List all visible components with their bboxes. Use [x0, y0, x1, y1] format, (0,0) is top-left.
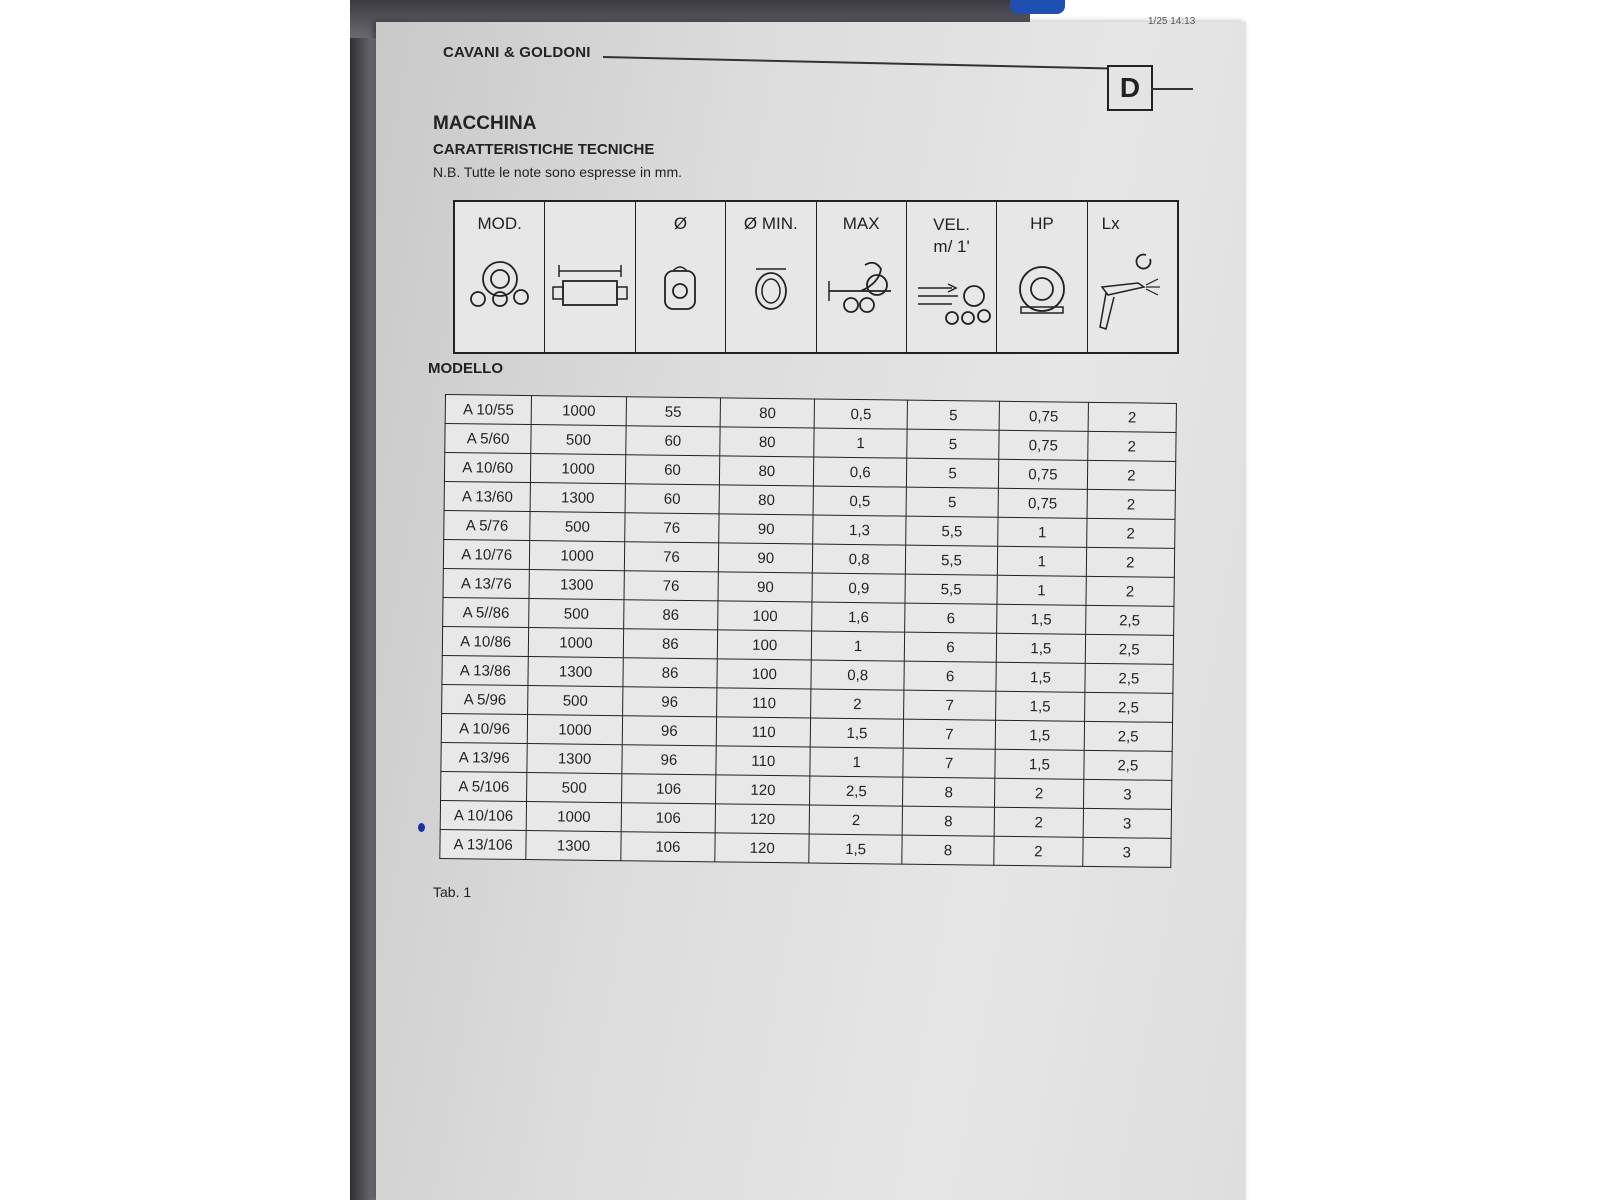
table-cell: A 10/60 [444, 453, 531, 483]
table-cell: A 5//86 [443, 597, 530, 627]
header-cell-hp [997, 202, 1087, 352]
table-cell: A 13/76 [443, 568, 530, 598]
table-cell: 1 [998, 546, 1087, 576]
min-diameter-icon [746, 257, 796, 317]
table-cell: 76 [624, 542, 719, 572]
spray-gun-icon [1092, 247, 1172, 337]
table-cell: A 5/60 [445, 424, 532, 454]
table-cell: 120 [715, 833, 810, 863]
table-cell: A 10/96 [441, 713, 528, 743]
max-bending-icon [821, 257, 901, 317]
table-cell: 1 [812, 631, 905, 661]
table-cell: 0,75 [999, 401, 1088, 431]
table-cell: 0,8 [811, 660, 904, 690]
header-label: Ø [673, 214, 688, 233]
background-binder [350, 0, 378, 1200]
table-cell: A 5/76 [444, 510, 531, 540]
page-subtitle: CARATTERISTICHE TECNICHE [433, 141, 655, 158]
table-cell: 86 [623, 629, 718, 659]
table-cell: 5 [907, 400, 1000, 430]
table-cell: A 5/106 [441, 771, 528, 801]
table-cell: 1,5 [995, 720, 1084, 750]
table-cell: 106 [621, 832, 716, 862]
table-cell: 106 [621, 774, 716, 804]
table-cell: 60 [625, 484, 720, 514]
table-cell: 86 [623, 600, 718, 630]
table-cell: 2 [1087, 489, 1176, 519]
table-cell: 1000 [528, 715, 623, 745]
header-cell-mod [455, 202, 545, 352]
table-cell: 1300 [526, 831, 621, 861]
table-cell: 2,5 [1084, 663, 1173, 693]
table-cell: 500 [530, 512, 625, 542]
table-cell: 6 [904, 661, 997, 691]
table-cell: 80 [720, 398, 815, 428]
table-cell: 110 [716, 717, 811, 747]
table-cell: 0,5 [814, 486, 907, 516]
table-cell: 1300 [529, 570, 624, 600]
table-cell: 0,9 [812, 573, 905, 603]
table-cell: 2,5 [1085, 605, 1174, 635]
table-cell: 80 [720, 456, 815, 486]
table-cell: 2,5 [1084, 721, 1173, 751]
table-cell: 2 [1088, 402, 1177, 432]
table-cell: 2 [810, 805, 903, 835]
section-letter: D [1107, 65, 1153, 111]
table-cell: 60 [625, 455, 720, 485]
table-cell: 6 [904, 632, 997, 662]
table-cell: 2,5 [810, 776, 903, 806]
table-cell: 8 [902, 777, 995, 807]
table-cell: 96 [622, 687, 717, 717]
table-cell: 1000 [529, 628, 624, 658]
pen-tip [1010, 0, 1065, 14]
table-cell: 5,5 [906, 516, 999, 546]
table-cell: 0,5 [815, 399, 908, 429]
table-cell: 7 [903, 748, 996, 778]
table-cell: 1000 [527, 802, 622, 832]
table-cell: 1000 [531, 454, 626, 484]
table-cell: 2 [1087, 460, 1176, 490]
table-cell: 5,5 [905, 545, 998, 575]
table-cell: 5 [906, 487, 999, 517]
header-label: VEL. m/ 1' [933, 215, 970, 256]
table-cell: 1300 [530, 483, 625, 513]
diameter-icon [655, 257, 705, 317]
table-cell: A 13/96 [441, 742, 528, 772]
table-cell: 1,5 [811, 718, 904, 748]
ink-mark [418, 823, 425, 832]
table-cell: 120 [716, 775, 811, 805]
table-cell: 120 [715, 804, 810, 834]
rollers-icon [465, 257, 535, 317]
table-cell: 1000 [531, 396, 626, 426]
header-cell-speed [907, 202, 997, 352]
table-cell: A 13/106 [440, 829, 527, 859]
table-cell: 2 [1086, 547, 1175, 577]
table-cell: 2,5 [1084, 692, 1173, 722]
table-cell: 500 [527, 773, 622, 803]
table-cell: 1,5 [996, 691, 1085, 721]
header-cell-lx [1088, 202, 1177, 352]
table-cell: 90 [719, 514, 814, 544]
table-cell: 500 [531, 425, 626, 455]
table-cell: 1,5 [997, 604, 1086, 634]
table-cell: 1 [814, 428, 907, 458]
table-cell: A 10/86 [442, 626, 529, 656]
table-cell: A 10/106 [440, 800, 527, 830]
header-cell-min-diameter [726, 202, 816, 352]
page-title: MACCHINA [433, 113, 537, 134]
header-label: HP [1030, 214, 1054, 233]
table-cell: 2 [994, 807, 1083, 837]
table-cell: 500 [529, 599, 624, 629]
table-cell: 1 [810, 747, 903, 777]
table-cell: 2,5 [1083, 750, 1172, 780]
table-cell: 0,8 [813, 544, 906, 574]
table-cell: 2 [995, 778, 1084, 808]
table-cell: 76 [624, 571, 719, 601]
table-cell: 0,75 [999, 459, 1088, 489]
table-cell: 2 [811, 689, 904, 719]
header-cell-diameter [636, 202, 726, 352]
table-caption: Tab. 1 [433, 884, 472, 900]
table-cell: 1,5 [995, 749, 1084, 779]
table-cell: 1 [997, 575, 1086, 605]
table-cell: 1,6 [812, 602, 905, 632]
table-cell: A 13/86 [442, 655, 529, 685]
table-cell: 80 [719, 485, 814, 515]
table-cell: A 13/60 [444, 481, 531, 511]
table-cell: 90 [718, 572, 813, 602]
table-cell: 3 [1082, 837, 1171, 867]
table-cell: 1300 [528, 657, 623, 687]
timestamp: 1/25 14:13 [1148, 16, 1196, 27]
table-cell: 8 [902, 806, 995, 836]
table-section-label: MODELLO [428, 360, 503, 377]
roll-width-icon [547, 257, 633, 317]
table-cell: 5 [906, 458, 999, 488]
table-cell: 1,5 [996, 662, 1085, 692]
table-cell: 96 [622, 716, 717, 746]
table-cell: 110 [717, 688, 812, 718]
table-cell: 1,5 [996, 633, 1085, 663]
table-cell: 1,5 [809, 834, 902, 864]
table-cell: 90 [718, 543, 813, 573]
header-label: Ø MIN. [743, 214, 798, 233]
table-cell: 100 [717, 659, 812, 689]
table-cell: 2,5 [1085, 634, 1174, 664]
table-cell: 1,3 [813, 515, 906, 545]
table-cell: 60 [625, 426, 720, 456]
table-cell: 6 [904, 603, 997, 633]
table-cell: 0,75 [998, 488, 1087, 518]
table-cell: 2 [994, 836, 1083, 866]
table-cell: 8 [902, 835, 995, 865]
specs-table [439, 394, 1177, 868]
table-cell: 7 [903, 690, 996, 720]
table-cell: 96 [622, 745, 717, 775]
table-cell: 2 [1087, 431, 1176, 461]
icon-header-table [453, 200, 1179, 354]
header-label: Lx [1101, 214, 1120, 233]
table-cell: 110 [716, 746, 811, 776]
header-label: MAX [842, 214, 880, 233]
header-rule-right [1151, 88, 1193, 90]
table-cell: 80 [720, 427, 815, 457]
table-cell: 7 [903, 719, 996, 749]
units-note: N.B. Tutte le note sono espresse in mm. [433, 164, 683, 180]
table-cell: 3 [1083, 779, 1172, 809]
header-label: MOD. [477, 214, 522, 233]
table-cell: 3 [1083, 808, 1172, 838]
header-cell-width [545, 202, 635, 352]
table-cell: A 10/55 [445, 395, 532, 425]
table-cell: 1000 [530, 541, 625, 571]
table-cell: A 5/96 [442, 684, 529, 714]
table-cell: 106 [621, 803, 716, 833]
brand-name: CAVANI & GOLDONI [443, 44, 591, 61]
table-cell: 1 [998, 517, 1087, 547]
table-cell: 2 [1086, 576, 1175, 606]
table-cell: 5 [907, 429, 1000, 459]
table-cell: 500 [528, 686, 623, 716]
table-cell: 2 [1086, 518, 1175, 548]
header-cell-max [817, 202, 907, 352]
table-cell: A 10/76 [443, 539, 530, 569]
table-cell: 55 [626, 397, 721, 427]
table-cell: 100 [718, 601, 813, 631]
motor-icon [1007, 257, 1077, 317]
table-cell: 100 [717, 630, 812, 660]
table-cell: 0,6 [814, 457, 907, 487]
table-cell: 1300 [527, 744, 622, 774]
table-cell: 76 [624, 513, 719, 543]
speed-icon [912, 274, 992, 334]
table-cell: 86 [623, 658, 718, 688]
table-cell: 0,75 [999, 430, 1088, 460]
table-cell: 5,5 [905, 574, 998, 604]
